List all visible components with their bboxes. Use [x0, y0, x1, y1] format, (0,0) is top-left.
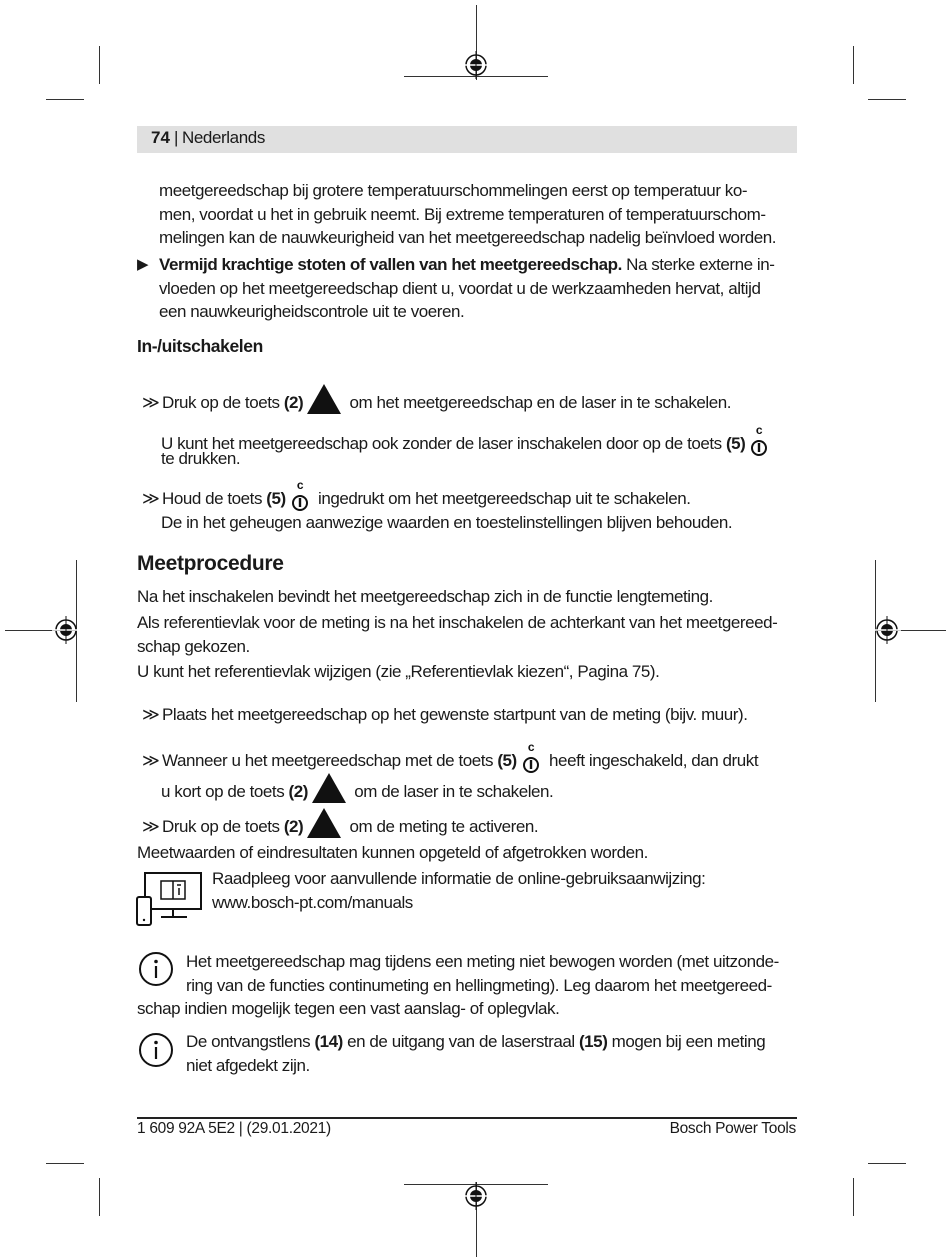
footer-brand: Bosch Power Tools: [669, 1120, 796, 1137]
warning-line-3: een nauwkeurigheidscontrole uit te voeren.: [159, 302, 465, 321]
online-manual-icon: [135, 869, 205, 929]
crop-mark-bl-h: [46, 1163, 84, 1164]
note-onoff-1: U kunt het meetgereedschap ook zonder de laser inschakelen door op de toets (5) c: [161, 423, 773, 464]
step-measure-3: ≫ Druk op de toets (2) om de meting te activeren.: [142, 808, 538, 839]
registration-mark-top: [462, 51, 490, 79]
registration-mark-bottom: [462, 1182, 490, 1210]
info-2-line-1: De ontvangstlens (14) en de uitgang van de laserstraal (15) mogen bij een meting: [186, 1032, 766, 1051]
intro-line-3: melingen kan de nauwkeurigheid van het meetgereedschap nadelig beïnvloed worden.: [159, 228, 777, 247]
step-onoff-2: ≫ Houd de toets (5) c ingedrukt om het meetgereedschap uit te schakelen.: [142, 478, 691, 519]
page-number: 74: [151, 128, 170, 147]
step-measure-2-line-2: u kort op de toets (2) om de laser in te schakelen.: [161, 773, 553, 804]
info-2-line-2: niet afgedekt zijn.: [186, 1055, 310, 1075]
section-heading-onoff: In-/uitschakelen: [137, 336, 263, 356]
crop-mark-tr-v: [853, 46, 854, 84]
header-language: Nederlands: [182, 128, 265, 147]
warning-line-2: vloeden op het meetgereedschap dient u, voordat u de werkzaamheden hervat, altijd: [159, 278, 761, 298]
measure-key-triangle-icon: [307, 808, 341, 838]
crop-mark-tl-h: [46, 99, 84, 100]
manual-url[interactable]: www.bosch-pt.com/manuals: [212, 892, 413, 912]
step-marker: ≫: [142, 751, 160, 770]
step-measure-1: ≫ Plaats het meetgereedschap op het gewenste startpunt van de meting (bijv. muur).: [142, 703, 747, 727]
page-header: [137, 126, 797, 153]
measure-key-triangle-icon: [312, 773, 346, 803]
manual-info-line-1: Raadpleeg voor aanvullende informatie de online-gebruiksaanwijzing:: [212, 869, 706, 888]
info-icon: [138, 1032, 174, 1068]
crop-mark-tl-v: [99, 46, 100, 84]
step-onoff-1: ≫ Druk op de toets (2) om het meetgereedschap en de laser in te schakelen.: [142, 384, 731, 415]
header-separator: |: [174, 128, 179, 147]
info-1-line-1: Het meetgereedschap mag tijdens een meting niet bewogen worden (met uitzonde-: [186, 952, 779, 971]
warning-bold: Vermijd krachtige stoten of vallen van het meetgereedschap.: [159, 255, 622, 274]
step-marker: ≫: [142, 817, 160, 836]
measure-p4: Meetwaarden of eindresultaten kunnen opgeteld of afgetrokken worden.: [137, 843, 648, 862]
warning-line-1: [159, 253, 774, 277]
step-marker: ≫: [142, 393, 160, 412]
info-1-line-3: schap indien mogelijk tegen een vast aanslag- of oplegvlak.: [137, 999, 560, 1018]
crop-mark-br-h: [868, 1163, 906, 1164]
crop-mark-br-v: [853, 1178, 854, 1216]
footer-rule: [137, 1117, 797, 1119]
intro-line-2: men, voordat u het in gebruik neemt. Bij extreme temperaturen of temperatuurschom-: [159, 204, 766, 224]
crop-mark-tr-h: [868, 99, 906, 100]
info-icon: [138, 951, 174, 987]
footer-doc-id: 1 609 92A 5E2 | (29.01.2021): [137, 1120, 331, 1137]
registration-mark-right: [873, 616, 901, 644]
measure-p2-line-2: schap gekozen.: [137, 636, 250, 656]
intro-line-1: meetgereedschap bij grotere temperatuurschommelingen eerst op temperatuur ko-: [159, 181, 748, 200]
warning-bullet: ▶: [137, 256, 149, 273]
info-1-line-2: ring van de functies continumeting en hellingmeting). Leg daarom het meetgereed-: [186, 975, 772, 995]
measure-key-triangle-icon: [307, 384, 341, 414]
note-onoff-1-line-2: te drukken.: [161, 448, 241, 468]
step-marker: ≫: [142, 705, 160, 724]
measure-p1: Na het inschakelen bevindt het meetgereedschap zich in de functie lengtemeting.: [137, 587, 713, 606]
svg-text:c: c: [527, 740, 534, 754]
measure-p2-line-1: Als referentievlak voor de meting is na het inschakelen de achterkant van het meetgereed-: [137, 613, 778, 632]
svg-text:c: c: [756, 423, 763, 437]
power-key-icon: [748, 423, 770, 464]
step-marker: ≫: [142, 489, 160, 508]
crop-mark-bl-v: [99, 1178, 100, 1216]
note-onoff-2: De in het geheugen aanwezige waarden en toestelinstellingen blijven behouden.: [161, 513, 733, 532]
measure-p3: U kunt het referentievlak wijzigen (zie „Referentievlak kiezen“, Pagina 75).: [137, 662, 660, 681]
section-heading-measure: Meetprocedure: [137, 552, 284, 575]
svg-text:c: c: [296, 478, 303, 492]
warning-rest: Na sterke externe in-: [621, 255, 775, 274]
registration-mark-left: [52, 616, 80, 644]
step-measure-2: ≫ Wanneer u het meetgereedschap met de toets (5) c heeft ingeschakeld, dan drukt: [142, 740, 758, 781]
